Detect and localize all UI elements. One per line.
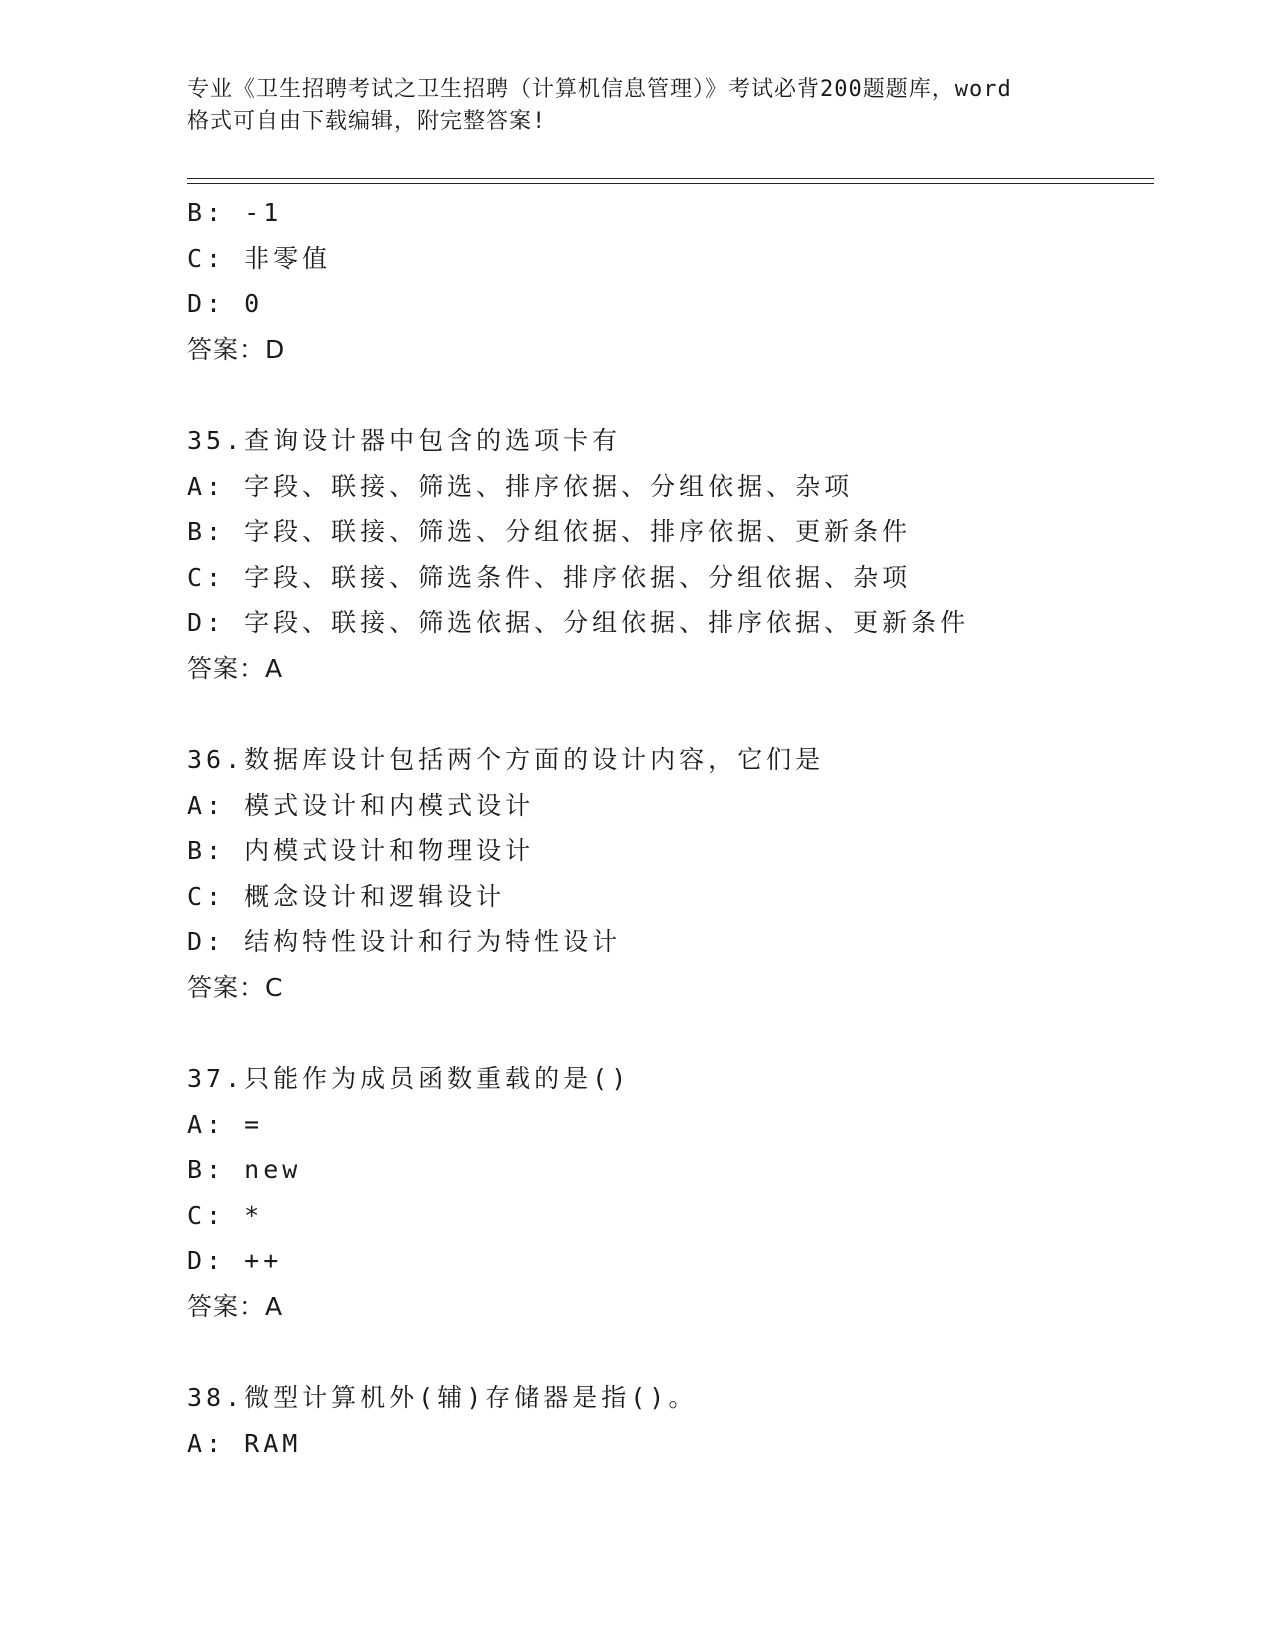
option-a: A: 模式设计和内模式设计 [187,790,535,820]
question-title: 38.微型计算机外(辅)存储器是指()。 [187,1383,698,1412]
question-block-36 [187,737,1167,1010]
answer-line: 答案：A [187,653,284,683]
option-c: C: 概念设计和逻辑设计 [187,881,506,911]
option-d: D: 结构特性设计和行为特性设计 [187,927,622,956]
question-title: 35.查询设计器中包含的选项卡有 [187,426,622,455]
question-block-34 [187,190,1167,372]
option-d: D: 字段、联接、筛选依据、分组依据、排序依据、更新条件 [187,608,970,637]
question-block-37 [187,1056,1167,1329]
header-line-1: 专业《卫生招聘考试之卫生招聘（计算机信息管理）》考试必背200题题库，word [187,77,1012,102]
document-header [187,74,1087,138]
option-c: C: * [187,1200,264,1230]
option-a: A: = [187,1109,264,1139]
answer-line: 答案：A [187,1291,284,1321]
answer-line: 答案：C [187,972,284,1002]
header-divider-bottom [187,183,1154,184]
answer-line: 答案：D [187,334,286,364]
question-block-35 [187,418,1167,691]
option-b: B: -1 [187,198,283,227]
question-block-38 [187,1375,1167,1466]
question-list [187,190,1167,1466]
option-a: A: 字段、联接、筛选、排序依据、分组依据、杂项 [187,471,854,501]
question-title: 37.只能作为成员函数重载的是() [187,1064,631,1093]
option-c: C: 非零值 [187,243,332,273]
option-b: B: 字段、联接、筛选、分组依据、排序依据、更新条件 [187,517,912,546]
option-c: C: 字段、联接、筛选条件、排序依据、分组依据、杂项 [187,562,912,592]
option-b: B: 内模式设计和物理设计 [187,836,535,865]
option-d: D: 0 [187,289,264,318]
question-title: 36.数据库设计包括两个方面的设计内容，它们是 [187,745,825,774]
option-d: D: ++ [187,1246,283,1275]
option-a: A: RAM [187,1428,302,1458]
header-divider-top [187,178,1154,179]
option-b: B: new [187,1155,302,1184]
header-line-2: 格式可自由下载编辑，附完整答案! [187,109,547,134]
